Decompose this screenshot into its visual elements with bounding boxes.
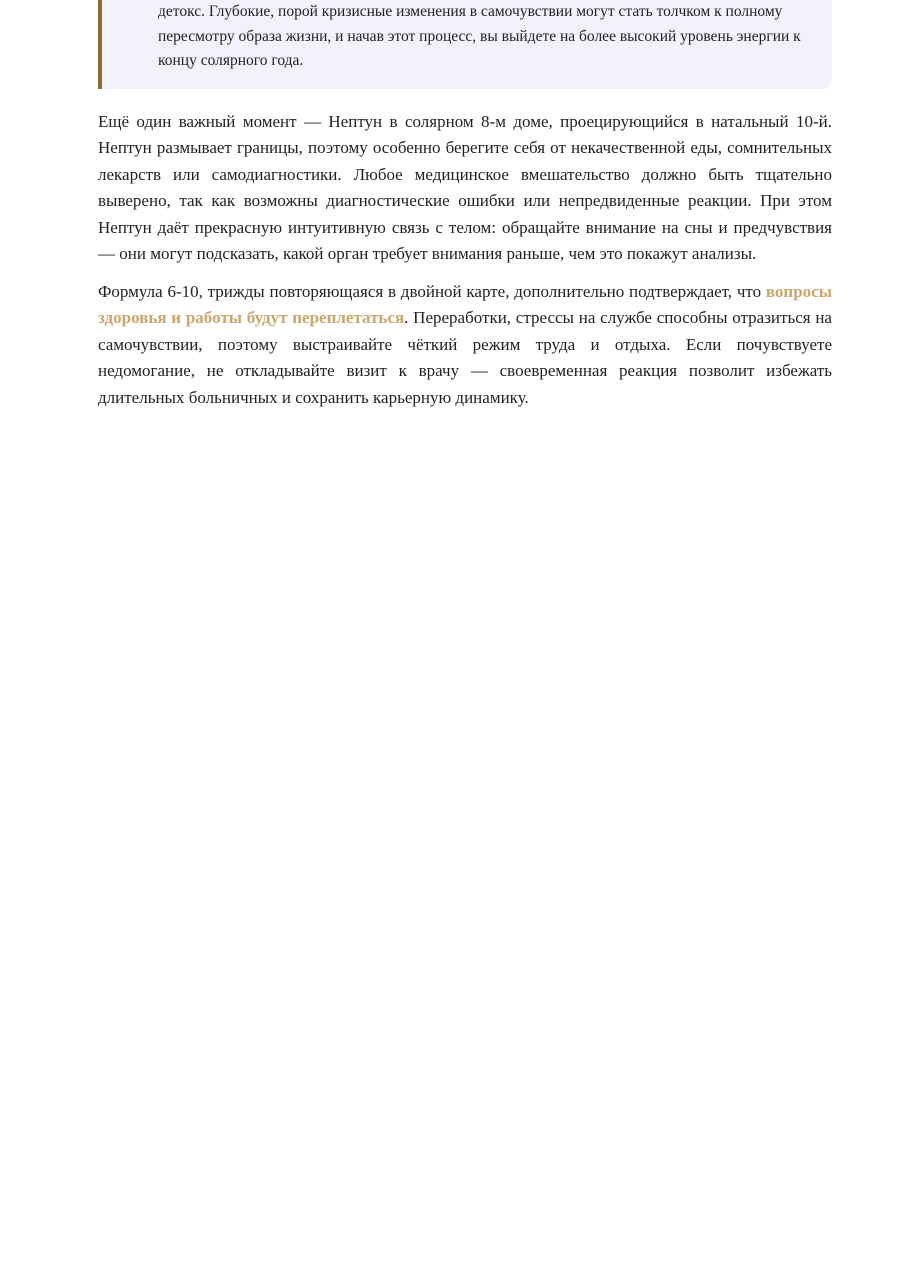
callout-text — [158, 0, 800, 74]
document-page — [98, 0, 832, 411]
paragraph-formula-start: Формула 6-10, трижды повторяющаяся в двойной карте, дополнительно подтверждает, что — [98, 281, 766, 301]
callout-line: концу солярного года. — [158, 52, 304, 69]
callout-line: детокс. Глубокие, порой кризисные изменения в самочувствии могут стать толчком к полному — [158, 3, 783, 20]
paragraph-neptune: Ещё один важный момент — Нептун в солярном 8-м доме, проецирующийся в натальный 10-й. Нептун размывает границы, поэтому особенно берегите себя от некачественной еды, сомнительных лекарств или самодиагностики. Любое медицинское вмешательство должно быть тщательно выверено, так как возможны диагностические ошибки или непредвиденные реакции. При этом Нептун даёт прекрасную интуитивную связь с телом: обращайте внимание на сны и предчувствия — они могут подсказать, какой орган требует внимания раньше, чем это покажут анализы. — [98, 111, 832, 263]
highlighted-phrase: вопросы здоровья и работы будут переплетаться — [98, 281, 832, 327]
paragraph-formula-end: . Переработки, стрессы на службе способны отразиться на самочувствии, поэтому выстраивайте чёткий режим труда и отдыха. Если почувствуете недомогание, не откладывайте визит к врачу — своевременная реакция позволит избежать длительных больничных и сохранить карьерную динамику. — [98, 308, 832, 407]
callout-line: пересмотру образа жизни, и начав этот процесс, вы выйдете на более высокий уровень энергии к — [158, 27, 801, 45]
paragraph-formula — [98, 279, 832, 412]
quote-callout — [98, 0, 832, 89]
